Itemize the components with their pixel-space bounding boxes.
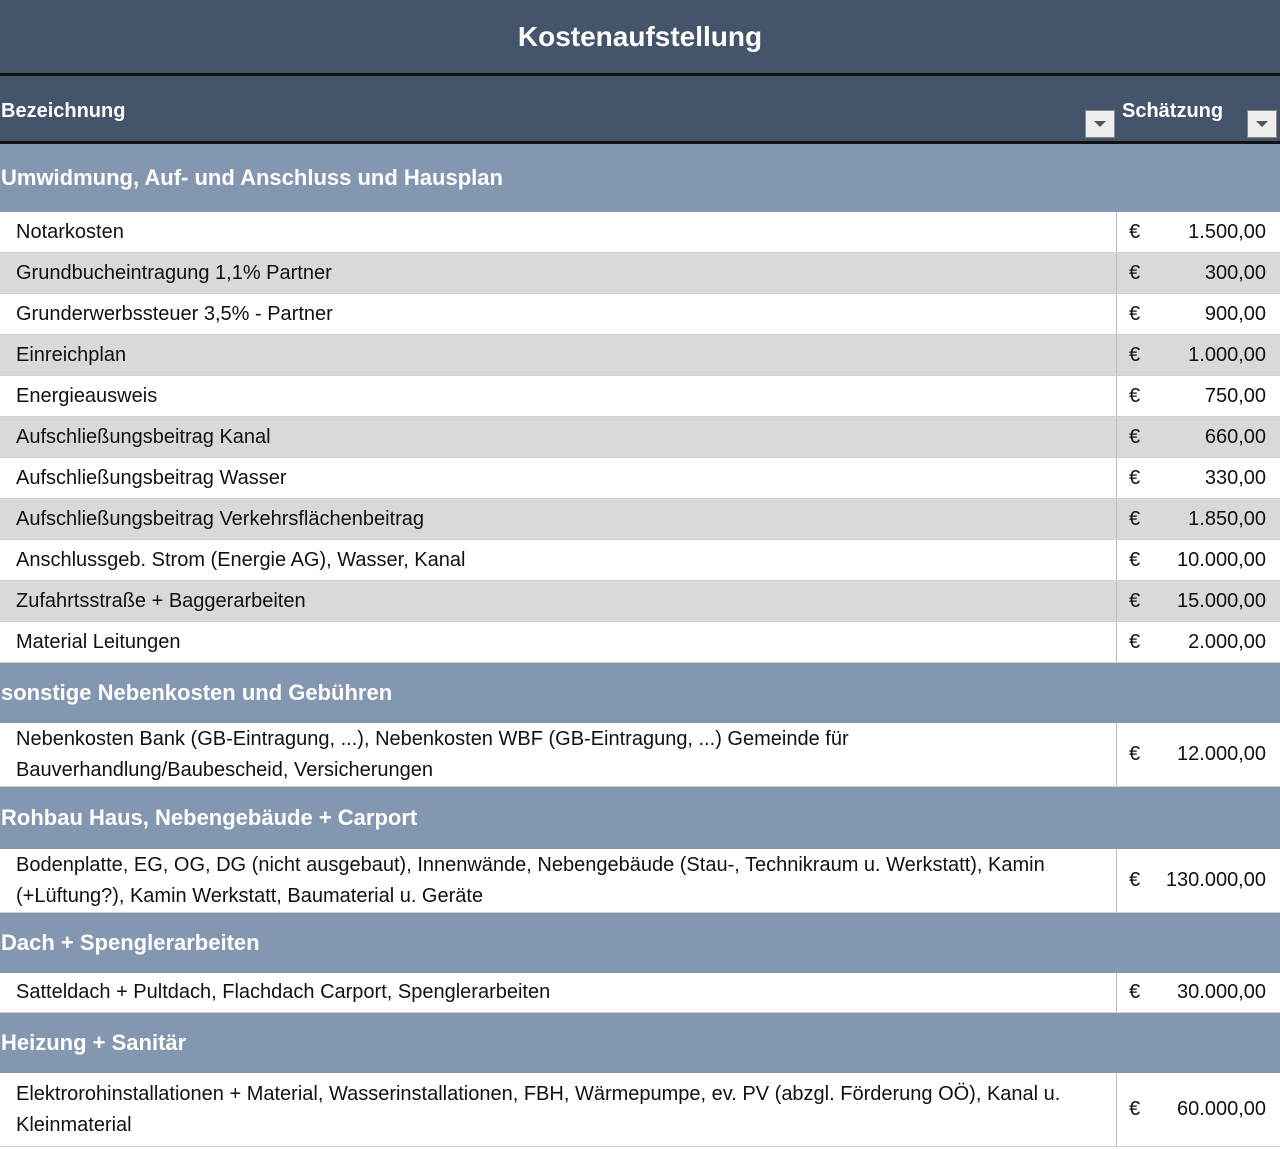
table-body <box>0 144 1280 1147</box>
table-row[interactable] <box>0 499 1280 540</box>
table-row[interactable] <box>0 417 1280 458</box>
table-row[interactable] <box>0 458 1280 499</box>
currency-symbol: € <box>1129 981 1141 1003</box>
cost-item-label[interactable]: Anschlussgeb. Strom (Energie AG), Wasser, Kanal <box>0 540 1117 580</box>
section-header[interactable] <box>0 913 1280 973</box>
cost-item-amount[interactable] <box>1117 723 1280 786</box>
section-title: Umwidmung, Auf- und Anschluss und Hausplan <box>1 165 503 190</box>
sheet-title-text: Kostenaufstellung <box>517 20 763 52</box>
cost-item-label[interactable]: Satteldach + Pultdach, Flachdach Carport, Spenglerarbeiten <box>0 973 1117 1012</box>
amount-value: 1.850,00 <box>1188 507 1266 530</box>
cost-item-amount[interactable] <box>1117 376 1280 416</box>
currency-symbol: € <box>1129 589 1141 612</box>
cost-item-amount[interactable] <box>1117 581 1280 621</box>
cost-item-label[interactable]: Grunderwerbssteuer 3,5% - Partner <box>0 294 1117 334</box>
amount-value: 12.000,00 <box>1177 743 1266 765</box>
table-header <box>0 76 1280 144</box>
currency-symbol: € <box>1129 1098 1141 1120</box>
cost-item-label[interactable]: Elektrorohinstallationen + Material, Wasserinstallationen, FBH, Wärmepumpe, ev. PV (abzgl. Förderung OÖ), Kanal u. Kleinmaterial <box>0 1073 1117 1146</box>
cost-item-label[interactable]: Material Leitungen <box>0 622 1117 662</box>
table-row[interactable] <box>0 973 1280 1013</box>
cost-item-amount[interactable] <box>1117 417 1280 457</box>
filter-dropdown-schaetzung[interactable] <box>1247 110 1277 138</box>
table-row[interactable] <box>0 1073 1280 1147</box>
currency-symbol: € <box>1129 743 1141 765</box>
column-header-schaetzung-label: Schätzung <box>1122 100 1224 122</box>
table-row[interactable] <box>0 723 1280 787</box>
cost-item-amount[interactable] <box>1117 973 1280 1012</box>
currency-symbol: € <box>1129 630 1141 653</box>
amount-value: 1.000,00 <box>1188 343 1266 366</box>
currency-symbol: € <box>1129 261 1141 284</box>
currency-symbol: € <box>1129 548 1141 571</box>
amount-value: 330,00 <box>1204 466 1266 489</box>
currency-symbol: € <box>1129 343 1141 366</box>
cost-item-amount[interactable] <box>1117 212 1280 252</box>
table-row[interactable] <box>0 540 1280 581</box>
cost-item-amount[interactable] <box>1117 253 1280 293</box>
cost-item-label[interactable]: Bodenplatte, EG, OG, DG (nicht ausgebaut), Innenwände, Nebengebäude (Stau-, Technikraum u. Werkstatt), Kamin (+Lüftung?), Kamin Werkstatt, Baumaterial u. Geräte <box>0 849 1117 912</box>
currency-symbol: € <box>1129 302 1141 325</box>
cost-item-amount[interactable] <box>1117 499 1280 539</box>
table-row[interactable] <box>0 622 1280 663</box>
cost-item-label[interactable]: Aufschließungsbeitrag Kanal <box>0 417 1117 457</box>
column-header-bezeichnung[interactable] <box>0 76 1118 141</box>
cost-item-amount[interactable] <box>1117 849 1280 912</box>
currency-symbol: € <box>1129 507 1141 530</box>
cost-item-label[interactable]: Einreichplan <box>0 335 1117 375</box>
cost-item-label[interactable]: Zufahrtsstraße + Baggerarbeiten <box>0 581 1117 621</box>
cost-item-amount[interactable] <box>1117 540 1280 580</box>
cost-item-label[interactable]: Nebenkosten Bank (GB-Eintragung, ...), Nebenkosten WBF (GB-Eintragung, ...) Gemeinde für Bauverhandlung/Baubescheid, Versicherungen <box>0 723 1117 786</box>
currency-symbol: € <box>1129 384 1141 407</box>
table-row[interactable] <box>0 335 1280 376</box>
amount-value: 130.000,00 <box>1165 869 1266 891</box>
amount-value: 300,00 <box>1204 261 1266 284</box>
section-title: Rohbau Haus, Nebengebäude + Carport <box>1 805 418 830</box>
cost-item-label[interactable]: Aufschließungsbeitrag Wasser <box>0 458 1117 498</box>
chevron-down-icon <box>1256 121 1268 127</box>
amount-value: 10.000,00 <box>1177 548 1266 571</box>
amount-value: 2.000,00 <box>1188 630 1266 653</box>
section-title: Dach + Spenglerarbeiten <box>1 930 260 955</box>
table-row[interactable] <box>0 849 1280 913</box>
table-row[interactable] <box>0 581 1280 622</box>
section-header[interactable] <box>0 144 1280 212</box>
cost-item-label[interactable]: Grundbucheintragung 1,1% Partner <box>0 253 1117 293</box>
amount-value: 1.500,00 <box>1188 220 1266 243</box>
section-header[interactable] <box>0 1013 1280 1073</box>
table-row[interactable] <box>0 376 1280 417</box>
currency-symbol: € <box>1129 466 1141 489</box>
amount-value: 750,00 <box>1204 384 1266 407</box>
cost-item-amount[interactable] <box>1117 294 1280 334</box>
chevron-down-icon <box>1094 121 1106 127</box>
filter-dropdown-bezeichnung[interactable] <box>1085 110 1115 138</box>
cost-item-amount[interactable] <box>1117 1073 1280 1146</box>
amount-value: 30.000,00 <box>1177 981 1266 1003</box>
table-row[interactable] <box>0 253 1280 294</box>
amount-value: 900,00 <box>1204 302 1266 325</box>
cost-item-label[interactable]: Energieausweis <box>0 376 1117 416</box>
cost-item-label[interactable]: Aufschließungsbeitrag Verkehrsflächenbeitrag <box>0 499 1117 539</box>
table-row[interactable] <box>0 212 1280 253</box>
cost-item-amount[interactable] <box>1117 458 1280 498</box>
cost-item-label[interactable]: Notarkosten <box>0 212 1117 252</box>
section-header[interactable] <box>0 663 1280 723</box>
amount-value: 60.000,00 <box>1177 1098 1266 1120</box>
currency-symbol: € <box>1129 425 1141 448</box>
currency-symbol: € <box>1129 869 1141 891</box>
column-header-schaetzung[interactable] <box>1118 76 1280 141</box>
column-header-bezeichnung-label: Bezeichnung <box>1 100 126 122</box>
sheet-title <box>0 0 1280 76</box>
section-title: Heizung + Sanitär <box>1 1030 187 1055</box>
table-row[interactable] <box>0 294 1280 335</box>
section-title: sonstige Nebenkosten und Gebühren <box>1 680 393 705</box>
currency-symbol: € <box>1129 220 1141 243</box>
section-header[interactable] <box>0 787 1280 849</box>
amount-value: 660,00 <box>1204 425 1266 448</box>
cost-item-amount[interactable] <box>1117 335 1280 375</box>
cost-item-amount[interactable] <box>1117 622 1280 662</box>
amount-value: 15.000,00 <box>1177 589 1266 612</box>
